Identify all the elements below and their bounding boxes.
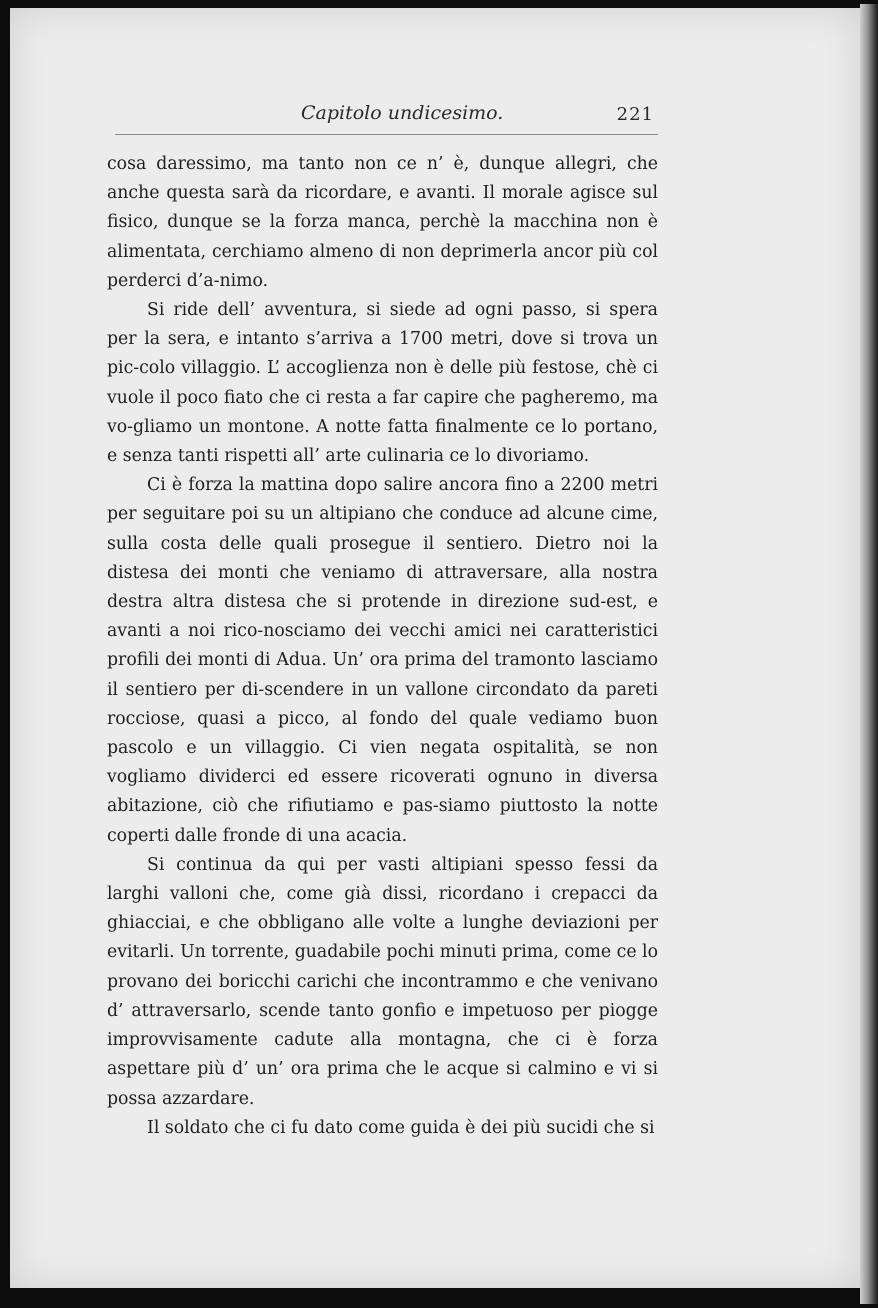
paragraph-continuation: cosa daressimo, ma tanto non ce n’ è, dunque allegri, che anche questa sarà da ricordare, e avanti. Il morale agisce sul fisico, dunque se la forza manca, perchè la macchina non è alimentata, cerchiamo almeno di non deprimerla ancor più col perderci d’a-nimo. [107, 154, 658, 291]
paragraph: Si continua da qui per vasti altipiani spesso fessi da larghi valloni che, come già dissi, ricordano i crepacci da ghiacciai, e che obbligano alle volte a lunghe deviazioni per evitarli. Un torrente, guadabile pochi minuti prima, come ce lo provano dei boricchi carichi che incontrammo e che venivano d’ attraversarlo, scende tanto gonfio e impetuoso per piogge improvvisamente cadute alla montagna, che ci è forza aspettare più d’ un’ ora prima che le acque si calmino e vi si possa azzardare. [107, 854, 658, 1109]
body-text [107, 150, 658, 1143]
paragraph: Si ride dell’ avventura, si siede ad ogni passo, si spera per la sera, e intanto s’arriva a 1700 metri, dove si trova un pic-colo villaggio. L’ accoglienza non è delle più festose, chè ci vuole il poco fiato che ci resta a far capire che pagheremo, ma vo-gliamo un montone. A notte fatta finalmente ce lo portano, e senza tanti rispetti all’ arte culinaria ce lo divoriamo. [107, 300, 658, 467]
paragraph: Il soldato che ci fu dato come guida è dei più sucidi che si [147, 1117, 655, 1138]
page-number: 221 [616, 104, 654, 125]
book-page-edge [860, 4, 878, 1304]
page-header [115, 100, 658, 135]
paragraph: Ci è forza la mattina dopo salire ancora fino a 2200 metri per seguitare poi su un altipiano che conduce ad alcune cime, sulla costa delle quali prosegue il sentiero. Dietro noi la distesa dei monti che veniamo di attraversare, alla nostra destra altra distesa che si protende in direzione sud-est, e avanti a noi rico-nosciamo dei vecchi amici nei caratteristici profili dei monti di Adua. Un’ ora prima del tramonto lasciamo il sentiero per di-scendere in un vallone circondato da pareti rocciose, quasi a picco, al fondo del quale vediamo buon pascolo e un villaggio. Ci vien negata ospitalità, se non vogliamo dividerci ed essere ricoverati ognuno in diversa abitazione, ciò che rifiutiamo e pas-siamo piuttosto la notte coperti dalle fronde di una acacia. [107, 475, 658, 846]
running-title: Capitolo undicesimo. [301, 102, 504, 124]
